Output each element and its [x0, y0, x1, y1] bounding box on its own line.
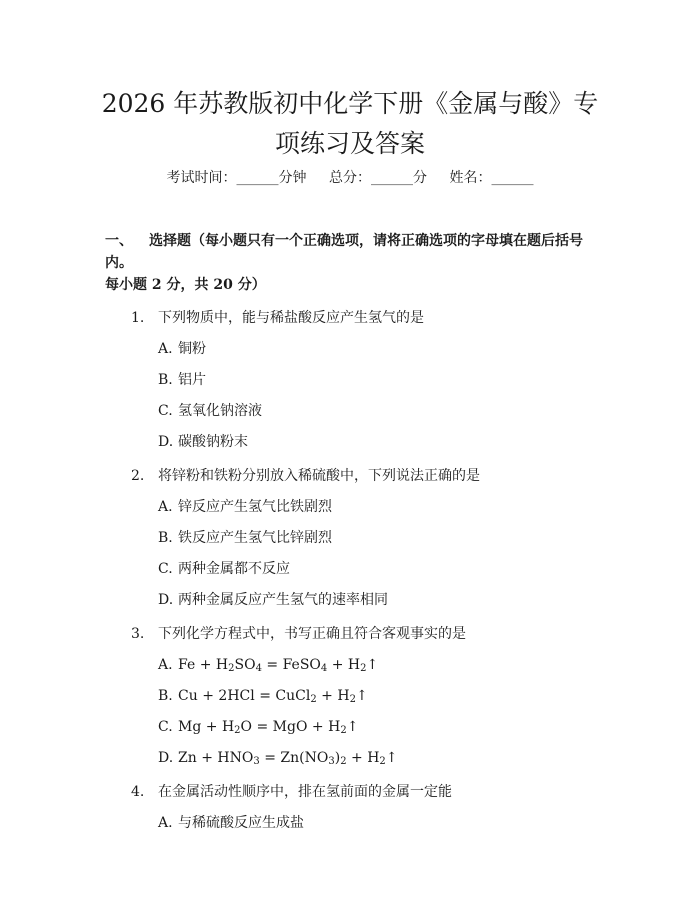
section-number: 一、: [105, 233, 133, 249]
option-label: D.: [158, 592, 174, 608]
section-heading-line-2: 每小题 2 分，共 20 分）: [105, 277, 266, 293]
option-label: D.: [158, 750, 174, 766]
title-line-2: 项练习及答案: [274, 129, 425, 158]
option-label: C.: [158, 719, 173, 735]
exam-info: [0, 168, 700, 188]
option-text: 铁反应产生氢气比锌剧烈: [178, 530, 332, 546]
student-name-blank: ______: [491, 170, 534, 186]
question-1-option-a: [158, 339, 206, 359]
option-text: 氢氧化钠溶液: [178, 403, 262, 419]
exam-time-unit: 分钟: [278, 170, 307, 186]
question-3-option-a: [158, 655, 378, 675]
total-score-label: 总分：: [329, 170, 371, 186]
option-text: $Fe + H_2SO_4$ = FeSO$_4$ + $H_2↑$: [178, 657, 379, 674]
option-label: B.: [158, 530, 173, 546]
option-text: $Mg + H_2O$ = MgO + $H_2↑$: [178, 719, 359, 736]
question-number: 3.: [131, 626, 145, 642]
question-text: 将锌粉和铁粉分别放入稀硫酸中，下列说法正确的是: [158, 468, 480, 484]
total-score-field: [329, 170, 427, 186]
total-score-blank: ______: [371, 170, 413, 186]
question-number: 1.: [131, 310, 145, 326]
section-heading-line-1: 选择题（每小题只有一个正确选项，请将正确选项的字母填在题后括号内。: [105, 233, 583, 271]
question-1-option-d: [158, 432, 248, 452]
student-name-field: [449, 170, 533, 186]
question-text: 下列化学方程式中，书写正确且符合客观事实的是: [158, 626, 466, 642]
question-text: 下列物质中，能与稀盐酸反应产生氢气的是: [158, 310, 424, 326]
student-name-label: 姓名：: [449, 170, 492, 186]
option-label: C.: [158, 561, 173, 577]
question-text: 在金属活动性顺序中，排在氢前面的金属一定能: [158, 784, 452, 800]
question-3-option-d: [158, 748, 398, 768]
question-4-option-a: [158, 813, 304, 833]
option-text: 两种金属都不反应: [178, 561, 290, 577]
option-text: $Zn + HNO_3 = Zn(NO_3)_2$ + $H_2↑$: [178, 750, 398, 767]
option-label: A.: [158, 815, 173, 831]
question-2-option-d: [158, 590, 388, 610]
question-2: [131, 466, 480, 486]
exam-time-label: 考试时间：: [166, 170, 237, 186]
option-label: C.: [158, 403, 173, 419]
option-label: B.: [158, 372, 173, 388]
question-3: [131, 624, 466, 644]
option-text: 碳酸钠粉末: [178, 434, 248, 450]
option-text: 与稀硫酸反应生成盐: [178, 815, 304, 831]
option-text: 铜粉: [178, 341, 206, 357]
total-score-unit: 分: [413, 170, 427, 186]
question-3-option-b: [158, 686, 368, 706]
document-title: [60, 84, 640, 164]
section-heading: [105, 230, 605, 296]
option-text: 锌反应产生氢气比铁剧烈: [178, 499, 332, 515]
exam-time-blank: ______: [236, 170, 279, 186]
option-label: A.: [158, 341, 173, 357]
question-number: 4.: [131, 784, 145, 800]
exam-time-field: [167, 170, 307, 186]
option-label: A.: [158, 657, 173, 673]
option-text: 铝片: [178, 372, 206, 388]
question-2-option-a: [158, 497, 332, 517]
question-2-option-c: [158, 559, 290, 579]
option-text: 两种金属反应产生氢气的速率相同: [178, 592, 388, 608]
question-1-option-b: [158, 370, 206, 390]
option-label: D.: [158, 434, 174, 450]
option-text: Cu + 2HCl = CuCl$_2$ + $H_2↑$: [178, 688, 368, 705]
question-4: [131, 782, 452, 802]
question-number: 2.: [131, 468, 145, 484]
question-3-option-c: [158, 717, 358, 737]
option-label: B.: [158, 688, 173, 704]
title-line-1: 2026 年苏教版初中化学下册《金属与酸》专: [101, 89, 599, 118]
question-2-option-b: [158, 528, 332, 548]
question-1-option-c: [158, 401, 262, 421]
option-label: A.: [158, 499, 173, 515]
question-1: [131, 308, 424, 328]
